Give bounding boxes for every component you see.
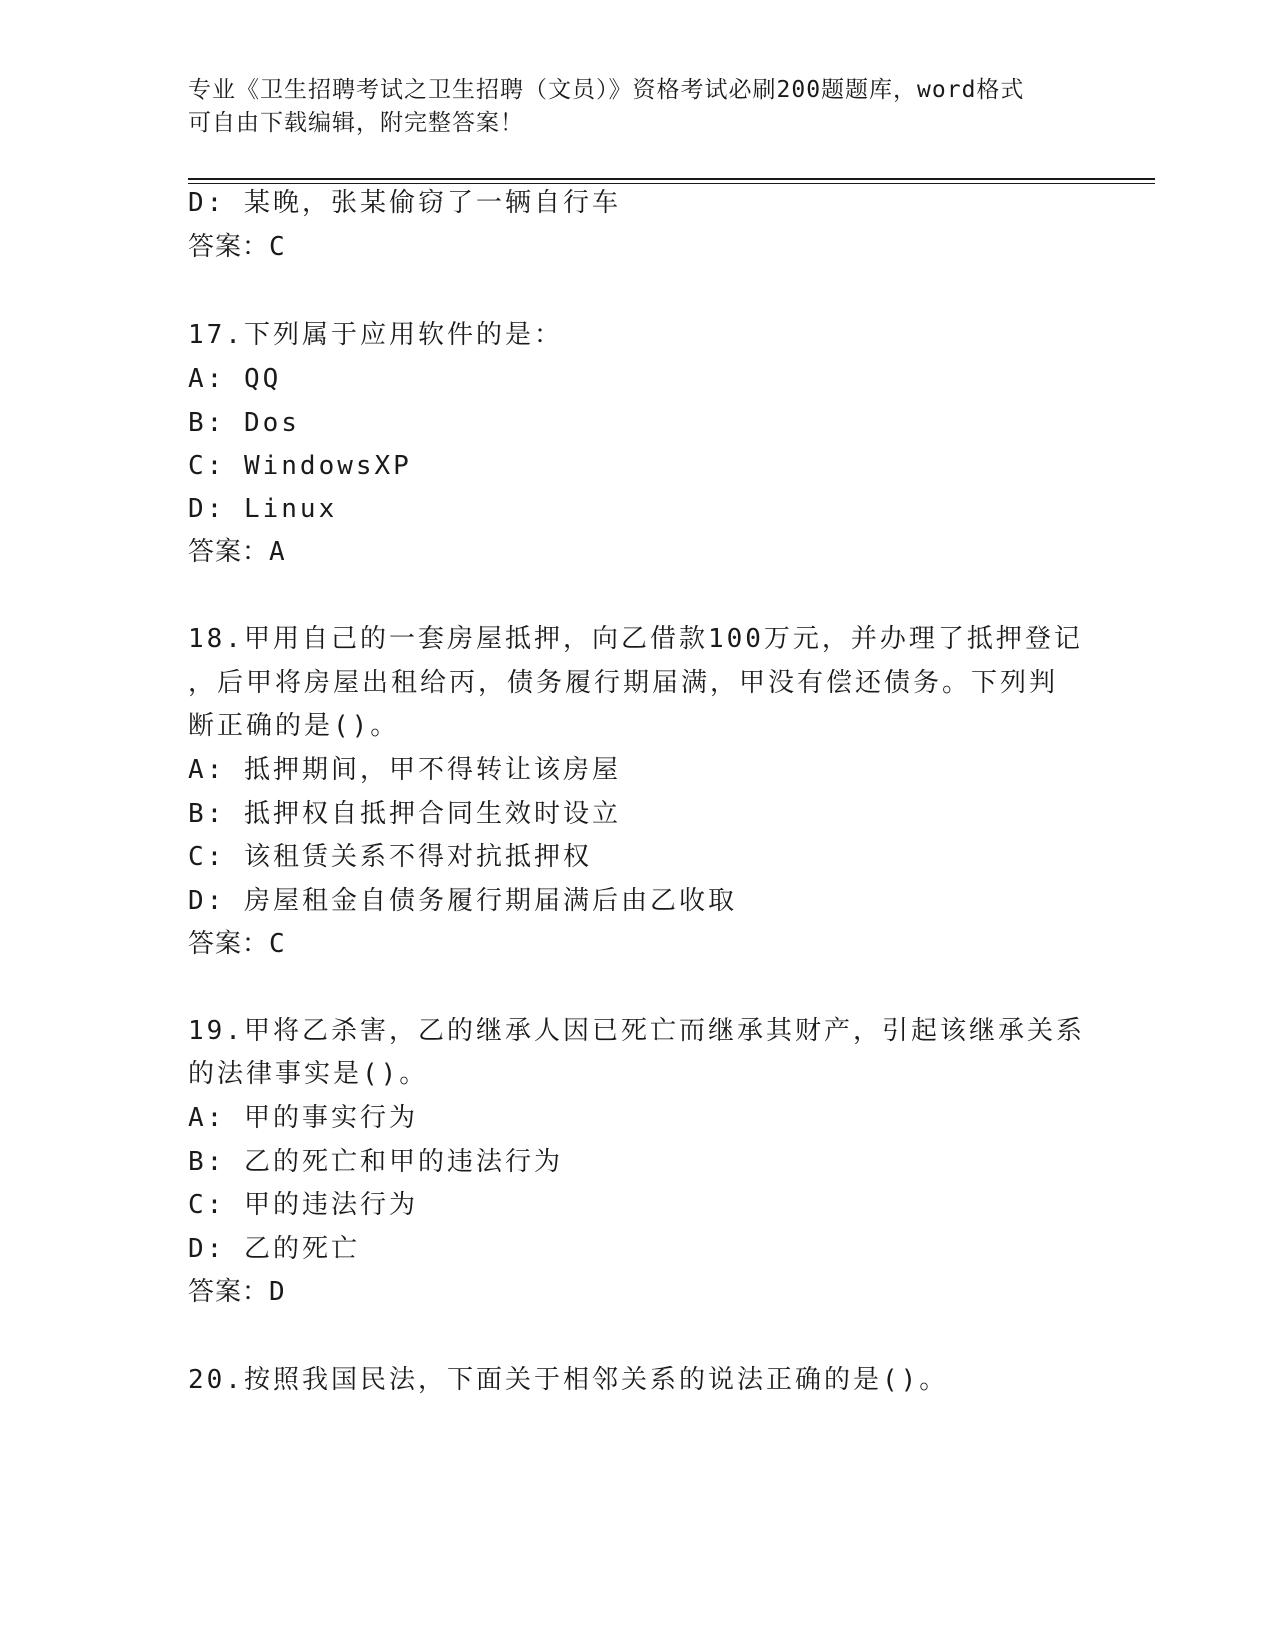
q18-option-a: A: 抵押期间，甲不得转让该房屋 [188, 755, 621, 785]
q19-stem-line-1: 19.甲将乙杀害，乙的继承人因已死亡而继承其财产，引起该继承关系 [188, 1016, 1085, 1046]
q18-answer: 答案：C [188, 929, 286, 959]
header-divider-thin [188, 183, 1155, 184]
q19-option-c: C: 甲的违法行为 [188, 1190, 418, 1220]
q17-option-b: B: Dos [188, 408, 300, 438]
document-header [188, 74, 1088, 140]
q17-option-d: D: Linux [188, 494, 338, 524]
q17-option-a: A: QQ [188, 364, 282, 394]
q19-stem-line-2: 的法律事实是()。 [188, 1059, 429, 1089]
header-line-2: 可自由下载编辑，附完整答案！ [188, 110, 524, 136]
q17-stem: 17.下列属于应用软件的是： [188, 320, 563, 350]
q17-answer: 答案：A [188, 537, 286, 567]
header-line-1: 专业《卫生招聘考试之卫生招聘（文员）》资格考试必刷200题题库，word格式 [188, 77, 1025, 103]
q16-answer: 答案：C [188, 232, 286, 262]
q18-option-d: D: 房屋租金自债务履行期届满后由乙收取 [188, 886, 737, 916]
q19-option-a: A: 甲的事实行为 [188, 1103, 418, 1133]
q20-stem: 20.按照我国民法，下面关于相邻关系的说法正确的是()。 [188, 1365, 949, 1395]
q18-option-b: B: 抵押权自抵押合同生效时设立 [188, 799, 621, 829]
q19-option-d: D: 乙的死亡 [188, 1234, 360, 1264]
q19-option-b: B: 乙的死亡和甲的违法行为 [188, 1147, 563, 1177]
header-divider-thick [188, 178, 1155, 180]
q18-stem-line-2: ，后甲将房屋出租给丙，债务履行期届满，甲没有偿还债务。下列判 [188, 668, 1059, 698]
q17-option-c: C: WindowsXP [188, 451, 412, 481]
q18-stem-line-3: 断正确的是()。 [188, 711, 400, 741]
q19-answer: 答案：D [188, 1277, 286, 1307]
q18-option-c: C: 该租赁关系不得对抗抵押权 [188, 842, 592, 872]
q18-stem-line-1: 18.甲用自己的一套房屋抵押，向乙借款100万元，并办理了抵押登记 [188, 624, 1083, 654]
q16-option-d: D: 某晚，张某偷窃了一辆自行车 [188, 188, 621, 218]
